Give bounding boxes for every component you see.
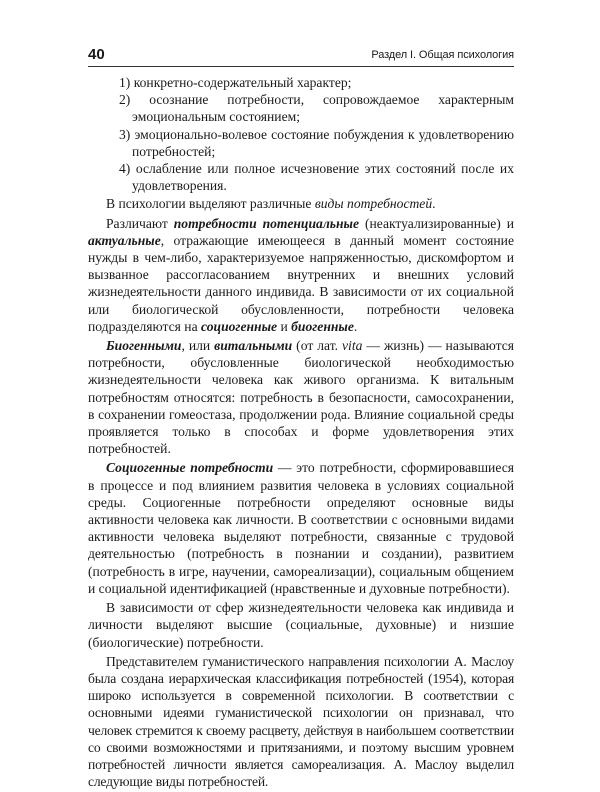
term-biogenic-heading: Биогенными: [106, 338, 182, 354]
term-actual: актуальные: [88, 232, 161, 248]
paragraph-potential-actual: Различают потребности потенциальные (неактуализированные) и актуальные, отражающие имеющееся в данный момент состояние нужды в чем-либо, характеризуемое напряженностью, дискомфортом и вызванное рассогласованием внутренних и внешних условий жизнедеятельности данного индивида. В зависимости от их социальной или биологической обусловленности, потребности человека подразделяются на социогенные и биогенные.: [88, 215, 514, 334]
list-item: 4) ослабление или полное исчезновение этих состояний после их удовлетворения.: [119, 161, 514, 194]
page-header: [88, 46, 514, 66]
need-features-list: [88, 74, 514, 194]
term-biogenic: биогенные: [291, 318, 354, 334]
header-rule: [88, 66, 514, 67]
term-sociogenic: социогенные: [201, 318, 278, 334]
page-body: [88, 74, 514, 792]
term-potential-needs: потребности потенциальные: [173, 215, 360, 231]
term-sociogenic-needs: Социогенные потребности: [106, 460, 274, 476]
term-vital: витальными: [214, 338, 293, 354]
paragraph-higher-lower: В зависимости от сфер жизнедеятельности человека как индивида и личности выделяют высшие (социальные, духовные) и низшие (биологические) потребности.: [88, 600, 514, 650]
list-item: 1) конкретно-содержательный характер;: [119, 75, 352, 90]
paragraph-sociogenic: Социогенные потребности — это потребности, сформировавшиеся в процессе и под влиянием развития человека в условиях социальной среды. Социогенные потребности определяют основные виды активности человека как личности. В соответствии с основными видами активности человека выделяют потребности, связанные с трудовой деятельностью (потребность в познании и создании), развитием (потребность в игре, научении, самореализации), социальным общением и социальной идентификацией (нравственные и духовные потребности).: [88, 460, 514, 596]
list-item: 3) эмоционально-волевое состояние побуждения к удовлетворению потребностей;: [119, 126, 514, 159]
paragraph-maslow: Представителем гуманистического направления психологии А. Маслоу была создана иерархическая классификация потребностей (1954), которая широко используется в современной психологии. В соответствии с основными идеями гуманистической психологии он признавал, что человек стремится к своему расцвету, действуя в наибольшем соответствии со своими возможностями и притязаниями, и поэтому высшим уровнем потребностей личности является самореализация. А. Маслоу выделил следующие виды потребностей.: [88, 653, 514, 790]
page-number: 40: [88, 46, 105, 63]
list-item: 2) осознание потребности, сопровождаемое характерным эмоциональным состоянием;: [119, 92, 514, 125]
running-head: Раздел I. Общая психология: [371, 49, 514, 61]
paragraph-biogenic: Биогенными, или витальными (от лат. vita — жизнь) — называются потребности, обусловленные биологической необходимостью жизнедеятельности человека как живого организма. К витальным потребностям относятся: потребность в безопасности, самосохранении, в сохранении гомеостаза, продолжении рода. Влияние социальной среды проявляется только в способах и форме удовлетворения этих потребностей.: [88, 338, 515, 457]
paragraph-types-intro: В психологии выделяют различные виды потребностей.: [106, 196, 436, 212]
term-need-types: виды потребностей: [314, 196, 433, 212]
latin-word: vita: [342, 338, 363, 354]
